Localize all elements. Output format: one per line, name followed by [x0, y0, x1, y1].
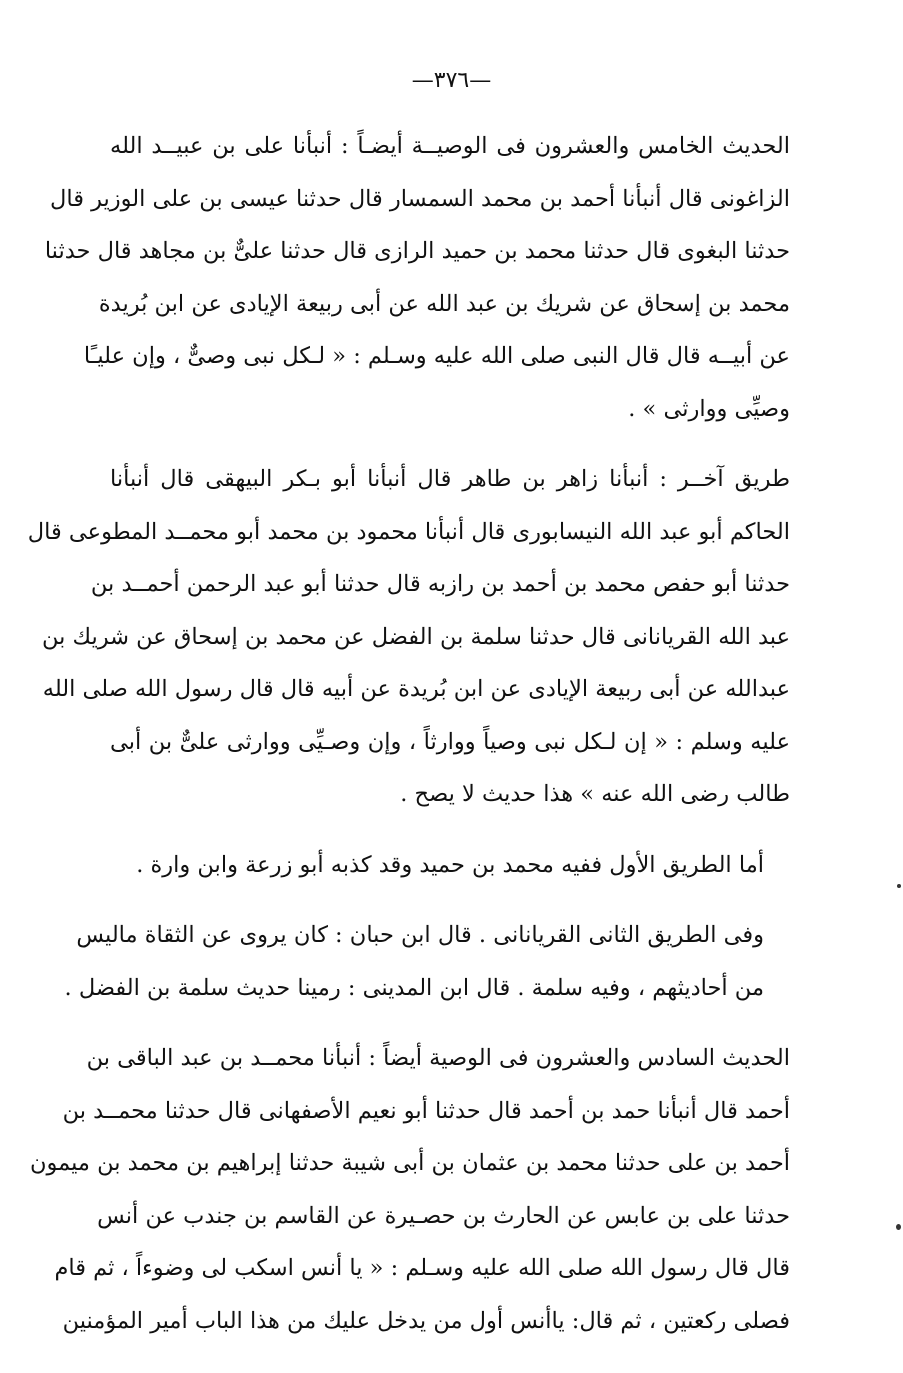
- margin-speck: [897, 884, 901, 888]
- paragraph-hadith-26: [29, 1032, 790, 1347]
- text-line: محمد بن إسحاق عن شريك بن عبد الله عن أبى ربيعة الإيادى عن ابن بُريدة: [98, 290, 790, 317]
- text-line: أما الطريق الأول ففيه محمد بن حميد وقد كذبه أبو زرعة وابن وارة .: [136, 851, 764, 878]
- text-line: حدثنا البغوى قال حدثنا محمد بن حميد الرازى قال حدثنا علىٌّ بن مجاهد قال حدثنا: [44, 238, 790, 264]
- text-line: عبدالله عن أبى ربيعة الإيادى عن ابن بُريدة عن أبيه قال قال رسول الله صلى الله: [42, 676, 790, 702]
- page-number: —٣٧٦—: [411, 68, 492, 93]
- text-line: طريق آخــر : أنبأنا زاهر بن طاهر قال أنبأنا أبو بـكر البيهقى قال أنبأنا: [110, 466, 790, 492]
- text-line: وصيِّى ووارثى » .: [628, 395, 790, 422]
- paragraph-first-route-note: [110, 839, 790, 892]
- page-body: [27, 120, 790, 1347]
- text-line: فصلى ركعتين ، ثم قال: ياأنس أول من يدخل عليك من هذا الباب أمير المؤمنين: [62, 1307, 790, 1334]
- paragraph-hadith-25: [44, 120, 790, 435]
- text-line: أحمد بن على حدثنا محمد بن عثمان بن أبى شيبة حدثنا إبراهيم بن محمد بن ميمون: [29, 1150, 790, 1176]
- text-line: الحديث الخامس والعشرون فى الوصيــة أيضـاً : أنبأنا على بن عبيــد الله: [110, 133, 790, 159]
- text-line: قال قال رسول الله صلى الله عليه وسـلم : « يا أنس اسكب لى وضوءاً ، ثم قام: [54, 1255, 790, 1281]
- text-line: حدثنا على بن عابس عن الحارث بن حصـيرة عن القاسم بن جندب عن أنس: [97, 1202, 790, 1229]
- text-line: الحديث السادس والعشرون فى الوصية أيضاً : أنبأنا محمــد بن عبد الباقى بن: [86, 1045, 790, 1071]
- text-line: عن أبيــه قال قال النبى صلى الله عليه وسـلم : « لـكل نبى وصىٌّ ، وإن عليـًا: [83, 343, 790, 369]
- text-line: عبد الله القريانانى قال حدثنا سلمة بن الفضل عن محمد بن إسحاق عن شريك بن: [41, 623, 790, 650]
- text-line: الزاغونى قال أنبأنا أحمد بن محمد السمسار قال حدثنا عيسى بن على الوزير قال: [49, 185, 790, 212]
- text-line: وفى الطريق الثانى القريانانى . قال ابن حبان : كان يروى عن الثقاة ماليس: [76, 922, 764, 948]
- text-line: من أحاديثهم ، وفيه سلمة . قال ابن المدينى : رمينا حديث سلمة بن الفضل .: [64, 974, 764, 1001]
- text-line: عليه وسلم : « إن لـكل نبى وصياً ووارثاً ، وإن وصـيِّى ووارثى علىٌّ بن أبى: [110, 728, 790, 755]
- paragraph-second-route-note: [64, 909, 790, 1014]
- text-line: الحاكم أبو عبد الله النيسابورى قال أنبأنا محمود بن محمد أبو محمــد المطوعى قال: [27, 518, 790, 545]
- paragraph-another-route: [27, 453, 790, 821]
- text-line: طالب رضى الله عنه » هذا حديث لا يصح .: [400, 781, 790, 807]
- text-line: أحمد قال أنبأنا حمد بن أحمد قال حدثنا أبو نعيم الأصفهانى قال حدثنا محمــد بن: [62, 1097, 790, 1124]
- text-line: حدثنا أبو حفص محمد بن أحمد بن رازبه قال حدثنا أبو عبد الرحمن أحمــد بن: [90, 571, 790, 597]
- margin-speck: [896, 1224, 901, 1230]
